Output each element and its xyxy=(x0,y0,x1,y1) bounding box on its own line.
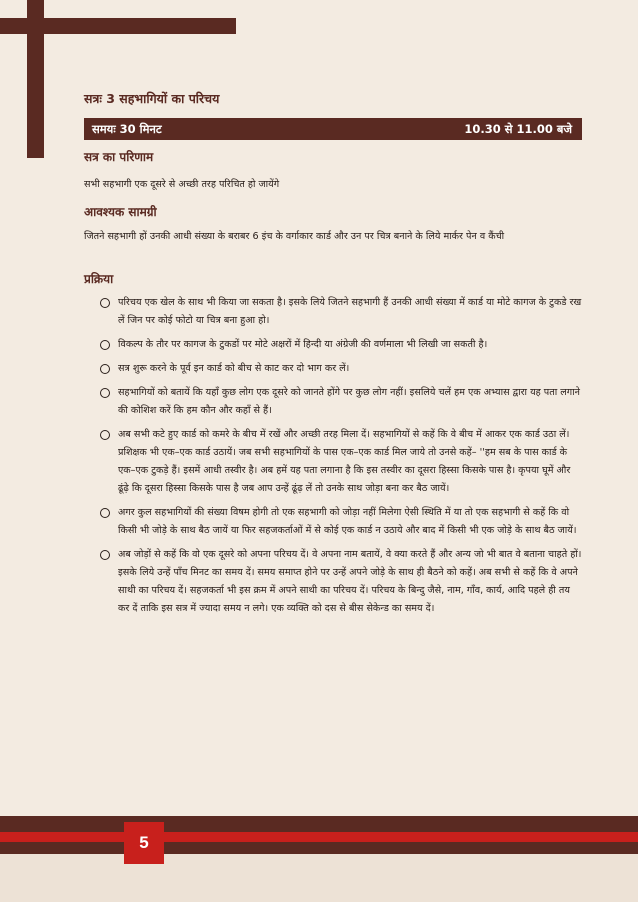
circle-bullet-icon xyxy=(100,508,110,518)
list-item xyxy=(84,426,584,498)
footer-band-bottom xyxy=(0,842,638,854)
step-text: विकल्प के तौर पर कागज के टुकडों पर मोटे अक्षरों में हिन्दी या अंग्रेजी की वर्णमाला भी लिखी जा सकती है। xyxy=(118,339,488,350)
time-duration-label: समयः 30 मिनट xyxy=(92,121,162,136)
time-bar xyxy=(84,118,582,140)
step-text: सहभागियों को बतायें कि यहाँ कुछ लोग एक दूसरे को जानते होंगे पर कुछ लोग नहीं। इसलिये चलें हम एक अभ्यास द्वारा यह पता लगाने की कोशिश करें कि हम कौन और कहाँ से हैं। xyxy=(118,387,580,416)
list-item xyxy=(84,294,584,330)
footer-band-top xyxy=(0,816,638,832)
step-text: सत्र शुरू करने के पूर्व इन कार्ड को बीच से काट कर दो भाग कर लें। xyxy=(118,363,350,374)
time-range-label: 10.30 से 11.00 बजे xyxy=(464,121,572,136)
step-text: अगर कुल सहभागियों की संख्या विषम होगी तो एक सहभागी को जोड़ा नहीं मिलेगा ऐसी स्थिति में या तो एक सहभागी से कहें कि वो किसी भी जोड़े के साथ बैठ जायें या फिर सहजकर्ताओं में से कोई एक कार्ड न उठाये और बाद में किसी भी एक जोड़े के साथ बैठ जायें। xyxy=(118,507,577,536)
footer-background xyxy=(0,854,638,902)
circle-bullet-icon xyxy=(100,430,110,440)
process-heading: प्रक्रिया xyxy=(84,272,114,286)
outcome-heading: सत्र का परिणाम xyxy=(84,150,154,164)
list-item xyxy=(84,384,584,420)
step-text: अब सभी कटे हुए कार्ड को कमरे के बीच में रखें और अच्छी तरह मिला दें। सहभागियों से कहें कि वे बीच में आकर एक कार्ड उठा लें। प्रशिक्षक भी एक–एक कार्ड उठायें। जब सभी सहभागियों के पास एक–एक कार्ड मिल जाये तो उनसे कहें– ''हम सब के पास कार्ड के एक–एक टुकड़े हैं। इसमें आधी तस्वीर है। अब हमें यह पता लगाना है कि इस तस्वीर का दूसरा हिस्सा किसके पास है। कृपया घूमें और ढूंढ़े कि दूसरा हिस्सा किसके पास है जब आप उन्हें ढूंढ़ लें तो उनके साथ जोड़ा बना कर बैठ जायें। xyxy=(118,429,571,494)
circle-bullet-icon xyxy=(100,388,110,398)
list-item xyxy=(84,360,584,378)
page-content xyxy=(84,90,584,614)
outcome-text: सभी सहभागी एक दूसरे से अच्छी तरह परिचित हो जायेंगे xyxy=(84,179,280,190)
circle-bullet-icon xyxy=(100,298,110,308)
decorative-cross-vertical xyxy=(27,0,44,158)
list-item xyxy=(84,504,584,540)
circle-bullet-icon xyxy=(100,364,110,374)
step-text: परिचय एक खेल के साथ भी किया जा सकता है। इसके लिये जितने सहभागी हैं उनकी आधी संख्या में कार्ड या मोटे कागज के टुकडे रख लें जिन पर कोई फोटो या चित्र बना हुआ हो। xyxy=(118,297,582,326)
process-steps-list xyxy=(84,294,584,618)
list-item xyxy=(84,336,584,354)
page-number: 5 xyxy=(124,822,164,864)
session-title: सत्रः 3 सहभागियों का परिचय xyxy=(84,91,220,106)
footer-band-red xyxy=(0,832,638,842)
materials-text: जितने सहभागी हों उनकी आधी संख्या के बराबर 6 इंच के वर्गाकार कार्ड और उन पर चित्र बनाने के लिये मार्कर पेन व कैंची xyxy=(84,231,505,242)
circle-bullet-icon xyxy=(100,340,110,350)
circle-bullet-icon xyxy=(100,550,110,560)
step-text: अब जोड़ों से कहें कि वो एक दूसरे को अपना परिचय दें। वे अपना नाम बतायें, वे क्या करते हैं और अन्य जो भी बात वे बताना चाहते हों। इसके लिये उन्हें पाँच मिनट का समय दें। समय समाप्त होने पर उन्हें अपने जोड़े के साथ ही बैठने को कहें। अब सभी से कहें कि वे अपने साथी का परिचय दें। सहजकर्ता भी इस क्रम में अपने साथी का परिचय दें। परिचय के बिन्दु जैसे, नाम, गाँव, कार्य, आदि पहले ही तय कर दें ताकि इस सत्र में ज्यादा समय न लगे। एक व्यक्ति को दस से बीस सेकेन्ड का समय दें। xyxy=(118,549,582,614)
list-item xyxy=(84,546,584,618)
materials-heading: आवश्यक सामग्री xyxy=(84,205,157,219)
